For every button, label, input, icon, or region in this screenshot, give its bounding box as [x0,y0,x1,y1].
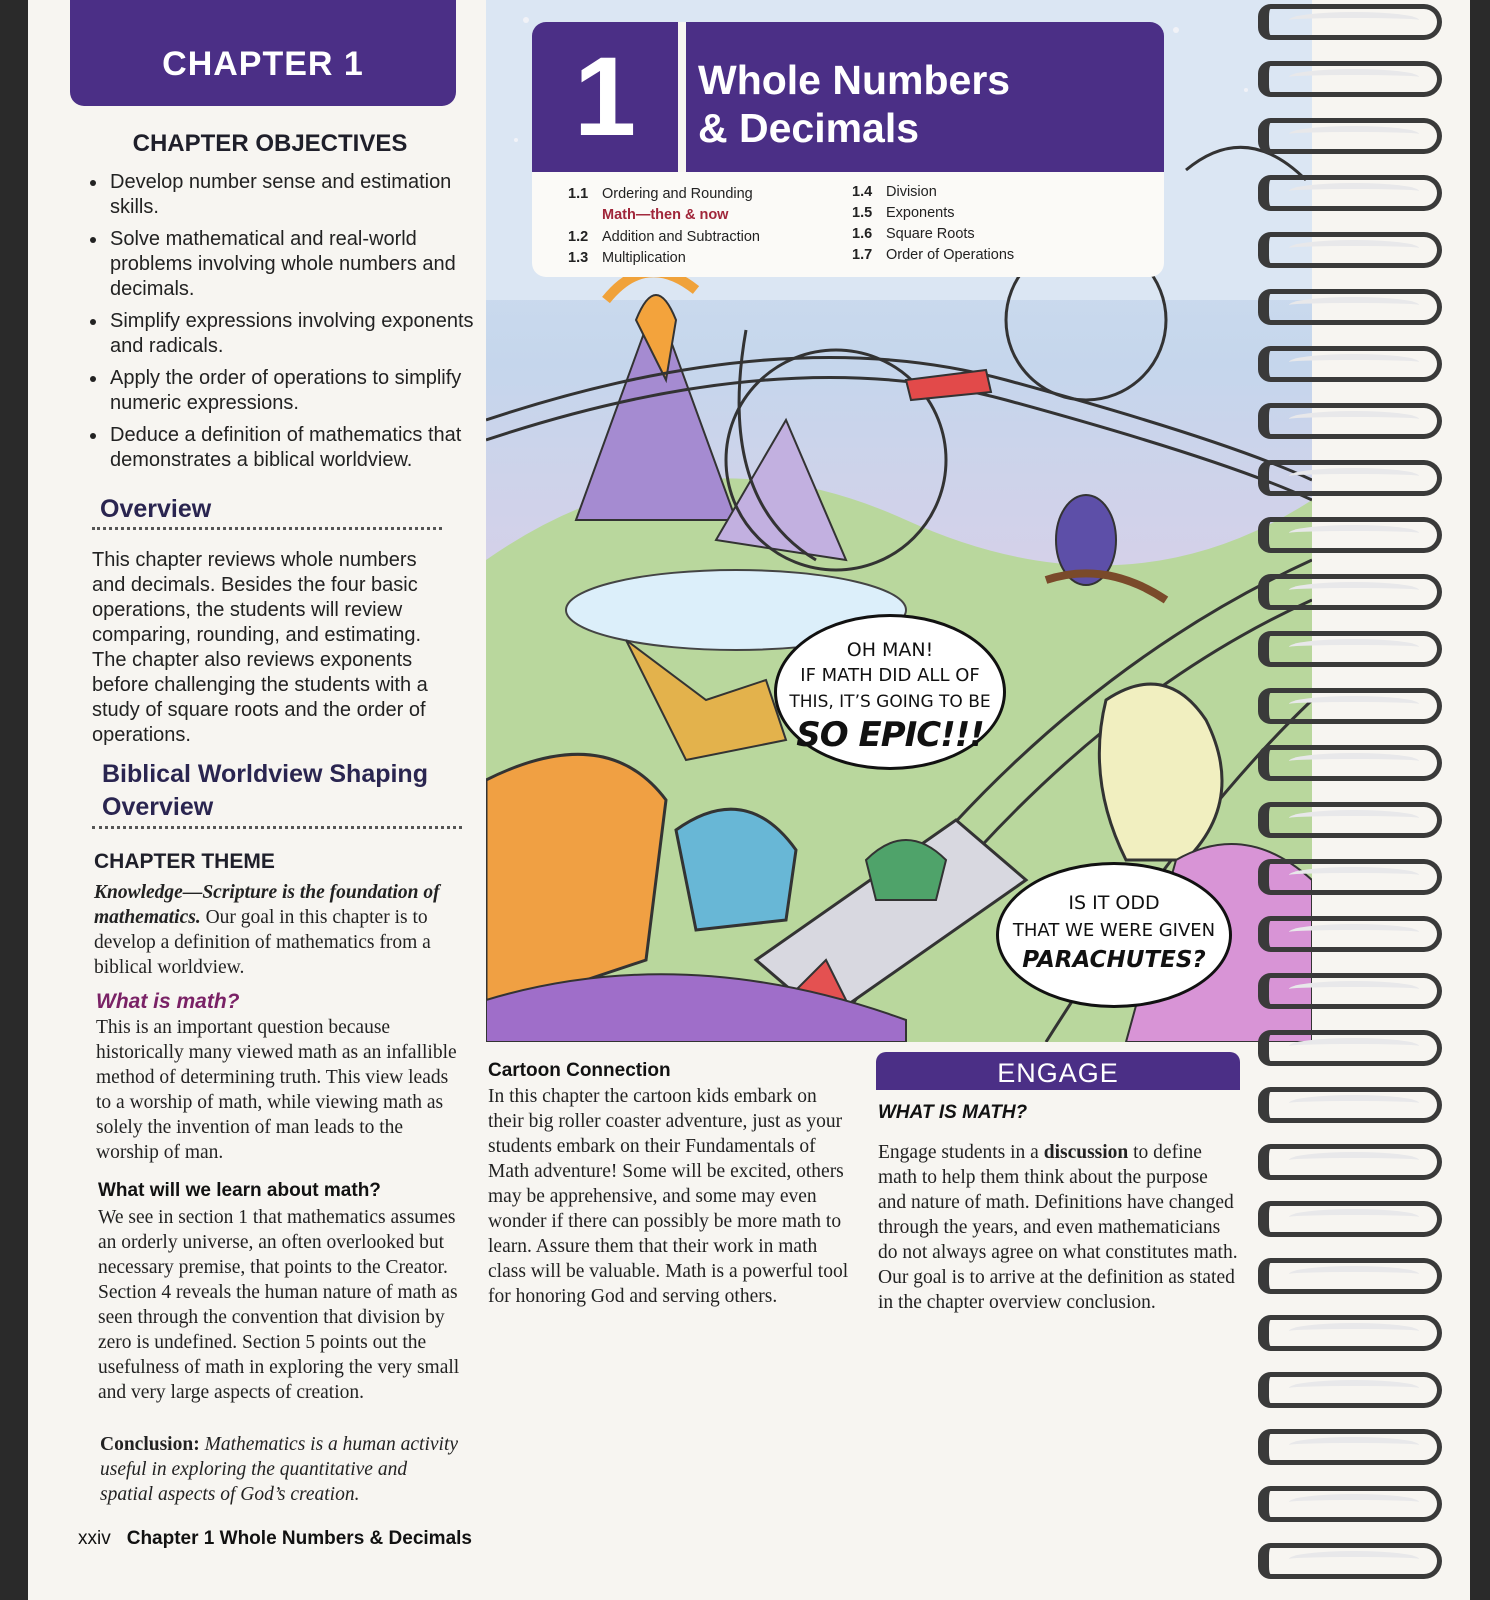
list-item: • Apply the order of operations to simplify numeric expressions. [108,366,474,416]
spiral-ring [1258,631,1442,667]
chapter-banner: CHAPTER 1 [70,0,456,106]
chapter-number: 1 [573,34,637,159]
overview-heading: Overview [100,495,212,523]
objectives-list [90,170,474,480]
theme-text [94,880,464,980]
list-item: • Solve mathematical and real-world problems involving whole numbers and decimals. [108,227,474,302]
engage-heading: WHAT IS MATH? [878,1102,1028,1123]
theme-lead: Knowledge—Scripture is the foundation of mathematics. [94,882,440,928]
spiral-ring [1258,1144,1442,1180]
toc-label: Multiplication [602,250,686,266]
toc-number: 1.1 [568,186,589,202]
conclusion-label: Conclusion: [100,1434,200,1455]
toc-label: Ordering and Rounding [602,186,753,202]
spiral-ring [1258,1543,1442,1579]
spiral-ring [1258,403,1442,439]
list-item: • Develop number sense and estimation skills. [108,170,474,220]
conclusion-text [100,1432,460,1507]
spiral-ring [1258,916,1442,952]
bubble-line: THIS, IT’S GOING TO BE [789,692,991,712]
theme-heading: CHAPTER THEME [94,850,275,873]
spiral-ring [1258,175,1442,211]
spiral-ring [1258,346,1442,382]
spiral-ring [1258,232,1442,268]
page-footer [78,1528,472,1550]
chapter-title-line: & Decimals [698,105,920,151]
section-contents [532,172,1164,277]
engage-text [878,1140,1240,1315]
spiral-ring [1258,1030,1442,1066]
spiral-ring [1258,1087,1442,1123]
toc-item [852,184,937,200]
chapter-title [698,56,1138,152]
spiral-ring [1258,1486,1442,1522]
toc-item [852,226,975,242]
overview-text: This chapter reviews whole numbers and decimals. Besides the four basic operations, the students will review comparing, rounding, and estimating. The chapter also reviews exponents before challenging the students with a study of square roots and the order of operations. [92,549,428,746]
theme-body: Our goal in this chapter is to develop a definition of mathematics from a biblical worldview. [94,907,431,978]
toc-label: Division [886,184,937,200]
spiral-ring [1258,745,1442,781]
list-item: • Simplify expressions involving exponents and radicals. [108,309,474,359]
cartoon-heading: Cartoon Connection [488,1060,671,1081]
toc-label: Order of Operations [886,247,1015,263]
toc-label: Addition and Subtraction [602,229,760,245]
spiral-ring [1258,61,1442,97]
spiral-binding [1258,0,1458,1600]
bubble-emphasis: PARACHUTES? [1022,947,1206,973]
spiral-ring [1258,1429,1442,1465]
what-heading: What is math? [96,990,240,1013]
worldview-heading: Biblical Worldview Shaping Overview [102,760,428,821]
spiral-ring [1258,973,1442,1009]
toc-number: 1.7 [852,247,873,263]
chapter-title-line: Whole Numbers [698,57,1011,103]
cartoon-text: In this chapter the cartoon kids embark on their big roller coaster adventure, just as your students embark on their Fundamentals of Math adventure! Some will be excited, others may be apprehensive, and some may even wonder if there can possibly be more math to learn. Assure them that their work in math class will be valuable. Math is a powerful tool for honoring God and serving others. [488,1086,849,1307]
bubble-line: OH MAN! [846,639,934,661]
bubble-emphasis: SO EPIC!!! [796,715,984,755]
toc-item [602,207,728,223]
engage-text-bold: discussion [1043,1142,1129,1163]
spiral-ring [1258,688,1442,724]
bubble-line: THAT WE WERE GIVEN [1012,920,1216,941]
spiral-ring [1258,460,1442,496]
divider [92,826,462,829]
toc-item [568,186,753,202]
learn-text: We see in section 1 that mathematics assumes an orderly universe, an often overlooked but necessary premise, that points to the Creator. Section 4 reveals the human nature of math as seen through the convention that division by zero is undefined. Section 5 points out the usefulness of math in exploring the very small and very large aspects of creation. [98,1207,460,1403]
toc-number: 1.2 [568,229,589,245]
conclusion-body: Mathematics is a human activity useful in exploring the quantitative and spatial aspects of God’s creation. [100,1434,459,1505]
speech-bubble [996,862,1232,1008]
spiral-ring [1258,1372,1442,1408]
toc-number: 1.6 [852,226,873,242]
toc-number: 1.5 [852,205,873,221]
spiral-ring [1258,1315,1442,1351]
toc-item [568,229,760,245]
toc-number: 1.4 [852,184,873,200]
speech-bubble [774,614,1006,770]
spiral-ring [1258,1258,1442,1294]
divider [92,527,442,530]
engage-text-part: Engage students in a [878,1142,1044,1163]
spiral-ring [1258,118,1442,154]
list-item: • Deduce a definition of mathematics that demonstrates a biblical worldview. [108,423,474,473]
toc-number: 1.3 [568,250,589,266]
toc-label: Math—then & now [602,207,729,223]
toc-item [568,250,686,266]
learn-heading: What will we learn about math? [98,1180,381,1201]
engage-text-part: to define math to help them think about the purpose and nature of math. Definitions have changed through the years, and even mathematicians do not always agree on what constitutes math. Our goal is to arrive at the definition as stated in the chapter overview conclusion. [878,1142,1238,1313]
engage-banner: ENGAGE [876,1052,1240,1090]
spiral-ring [1258,517,1442,553]
footer-title: Chapter 1 Whole Numbers & Decimals [126,1528,472,1549]
what-text: This is an important question because historically many viewed math as an infallible method of determining truth. This view leads to a worship of math, while viewing math as solely the invention of man leads to the worship of man. [96,1017,457,1163]
toc-label: Exponents [886,205,955,221]
spiral-ring [1258,574,1442,610]
objectives-heading: CHAPTER OBJECTIVES [132,130,408,157]
spiral-ring [1258,859,1442,895]
spiral-ring [1258,1201,1442,1237]
toc-item [852,205,955,221]
bubble-line: IS IT ODD [1068,892,1160,914]
page-number: xxiv [78,1528,111,1549]
spiral-ring [1258,802,1442,838]
bubble-line: IF MATH DID ALL OF [800,665,980,686]
toc-item [852,247,1014,263]
spiral-ring [1258,289,1442,325]
spiral-ring [1258,4,1442,40]
toc-label: Square Roots [886,226,975,242]
textbook-page [28,0,1470,1600]
